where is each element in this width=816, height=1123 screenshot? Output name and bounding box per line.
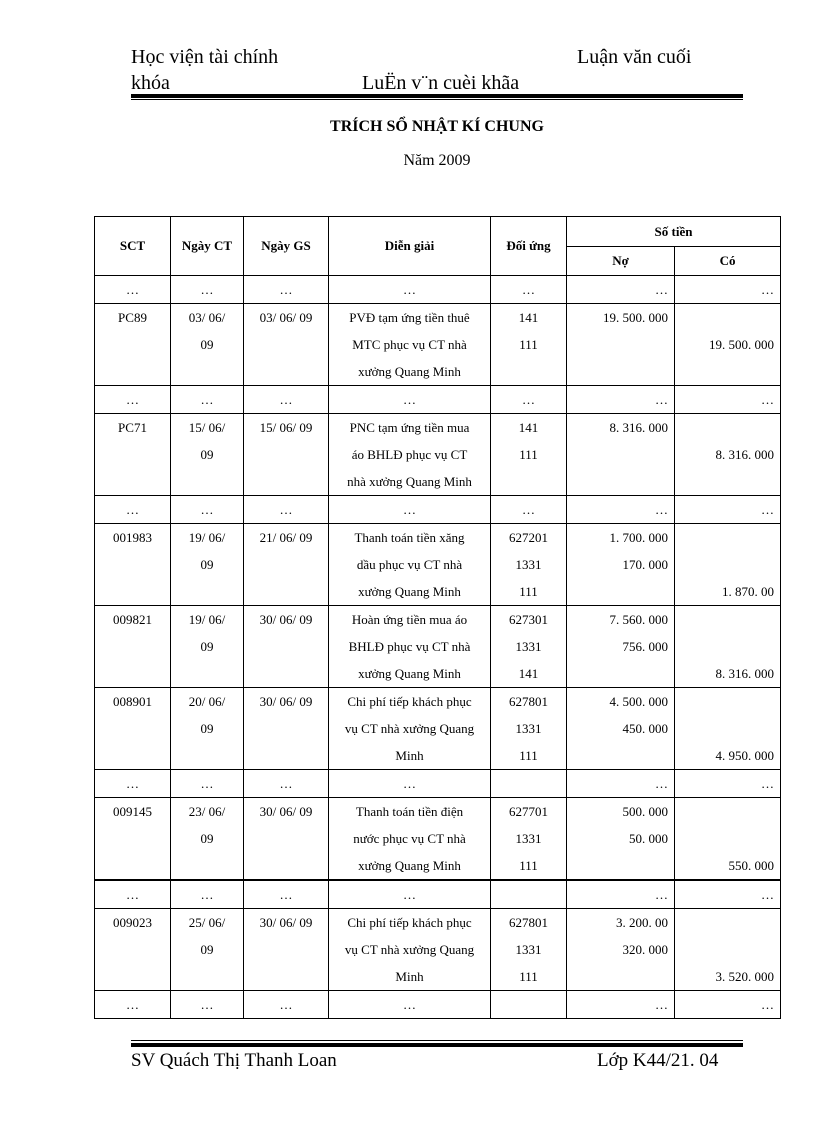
cell-ngay-ct [171, 524, 244, 606]
cell-doi-ung [491, 414, 567, 496]
cell-no [567, 798, 675, 881]
cell-line [497, 358, 560, 385]
cell-line: PC89 [118, 310, 147, 325]
cell-dien-giai [329, 606, 491, 688]
cell-co: … [675, 770, 781, 798]
cell-co [675, 909, 781, 991]
cell-co: … [675, 386, 781, 414]
cell-line: 111 [519, 969, 538, 984]
cell-line: MTC phục vụ CT nhà [352, 337, 467, 352]
cell-line: vụ CT nhà xưởng Quang [344, 721, 475, 736]
table-row [95, 798, 781, 881]
cell-line: 627701 [509, 804, 548, 819]
cell-dien-giai: … [329, 276, 491, 304]
cell-co [675, 798, 781, 881]
cell-line: Chi phí tiếp khách phục [347, 694, 472, 709]
table-row-ellipsis [95, 496, 781, 524]
cell-co: … [675, 880, 781, 909]
cell-no: … [567, 496, 675, 524]
cell-no [567, 304, 675, 386]
cell-line [573, 963, 668, 990]
cell-dien-giai [329, 798, 491, 881]
cell-ngay-ct: … [171, 496, 244, 524]
col-header-so-tien: Số tiền [567, 217, 781, 247]
cell-no [567, 688, 675, 770]
cell-line [573, 742, 668, 769]
cell-line: PC71 [118, 420, 147, 435]
cell-ngay-gs: … [244, 276, 329, 304]
cell-line: xưởng Quang Minh [358, 858, 461, 873]
cell-line: 20/ 06/ [188, 694, 226, 709]
cell-line: Chi phí tiếp khách phục [347, 915, 472, 930]
cell-co: … [675, 991, 781, 1019]
document-title: TRÍCH SỔ NHẬT KÍ CHUNG [330, 118, 544, 135]
cell-line: 141 [518, 666, 539, 681]
cell-dien-giai [329, 414, 491, 496]
cell-dien-giai [329, 909, 491, 991]
header-rule-thick [131, 94, 743, 98]
header-thesis-garbled: LuËn v¨n cuèi khãa [362, 72, 520, 94]
cell-sct [95, 909, 171, 991]
cell-ngay-ct [171, 909, 244, 991]
col-header-co: Có [675, 247, 781, 276]
cell-no [567, 524, 675, 606]
cell-line: Minh [395, 748, 424, 763]
cell-doi-ung [491, 798, 567, 881]
cell-line: 1331 [515, 831, 542, 846]
col-header-ngay-gs: Ngày GS [244, 217, 329, 276]
cell-sct [95, 688, 171, 770]
table-row [95, 909, 781, 991]
col-header-no: Nợ [567, 247, 675, 276]
cell-line [681, 606, 774, 633]
cell-line [681, 304, 774, 331]
cell-line: 627301 [509, 612, 548, 627]
cell-line: 15/ 06/ [188, 420, 226, 435]
cell-ngay-ct: … [171, 276, 244, 304]
cell-line: 09 [200, 337, 214, 352]
cell-line [573, 358, 668, 385]
journal-table-header [95, 217, 781, 276]
cell-line [681, 468, 774, 495]
cell-dien-giai [329, 524, 491, 606]
cell-line: Thanh toán tiền điện [355, 804, 464, 819]
cell-line: 3. 520. 000 [715, 969, 775, 984]
cell-line: 30/ 06/ 09 [259, 694, 313, 709]
cell-line [681, 715, 774, 742]
cell-line: 756. 000 [622, 639, 668, 654]
cell-doi-ung [491, 991, 567, 1019]
cell-sct: … [95, 770, 171, 798]
table-row [95, 304, 781, 386]
cell-dien-giai [329, 304, 491, 386]
cell-no: … [567, 991, 675, 1019]
cell-line: 008901 [113, 694, 152, 709]
cell-ngay-ct [171, 414, 244, 496]
table-row-ellipsis [95, 276, 781, 304]
cell-line: Minh [395, 969, 424, 984]
cell-line: 19/ 06/ [188, 612, 226, 627]
cell-line: 111 [519, 748, 538, 763]
col-header-doi-ung: Đối ứng [491, 217, 567, 276]
header-institution: Học viện tài chính [131, 46, 279, 68]
cell-line: 09 [200, 831, 214, 846]
cell-line: 8. 316. 000 [715, 666, 775, 681]
cell-ngay-gs [244, 909, 329, 991]
cell-ngay-ct [171, 606, 244, 688]
cell-doi-ung [491, 880, 567, 909]
cell-line: BHLĐ phục vụ CT nhà [348, 639, 471, 654]
table-row [95, 688, 781, 770]
cell-sct: … [95, 276, 171, 304]
cell-line: 50. 000 [629, 831, 668, 846]
cell-line: áo BHLĐ phục vụ CT [351, 447, 468, 462]
cell-ngay-ct [171, 304, 244, 386]
cell-line: 550. 000 [728, 858, 775, 873]
cell-line: 30/ 06/ 09 [259, 612, 313, 627]
col-header-sct: SCT [95, 217, 171, 276]
cell-line: 23/ 06/ [188, 804, 226, 819]
cell-line: 009145 [113, 804, 152, 819]
cell-ngay-ct: … [171, 770, 244, 798]
cell-sct [95, 798, 171, 881]
cell-dien-giai: … [329, 991, 491, 1019]
table-row-ellipsis [95, 880, 781, 909]
cell-line: 111 [519, 337, 538, 352]
cell-co [675, 304, 781, 386]
cell-line: 1. 870. 00 [722, 584, 775, 599]
cell-line: vụ CT nhà xưởng Quang [344, 942, 475, 957]
cell-ngay-gs: … [244, 386, 329, 414]
table-row [95, 414, 781, 496]
cell-ngay-gs [244, 606, 329, 688]
cell-line [681, 936, 774, 963]
cell-ngay-gs: … [244, 770, 329, 798]
cell-line: 627201 [509, 530, 548, 545]
cell-line: 1331 [515, 557, 542, 572]
cell-no [567, 606, 675, 688]
cell-line: 19. 500. 000 [709, 337, 775, 352]
cell-doi-ung [491, 770, 567, 798]
cell-sct [95, 414, 171, 496]
cell-ngay-gs [244, 304, 329, 386]
cell-line: 627801 [509, 694, 548, 709]
cell-co: … [675, 276, 781, 304]
table-row [95, 606, 781, 688]
cell-line: 30/ 06/ 09 [259, 804, 313, 819]
cell-doi-ung [491, 606, 567, 688]
cell-line: 627801 [509, 915, 548, 930]
col-header-ngay-ct: Ngày CT [171, 217, 244, 276]
cell-line: 09 [200, 557, 214, 572]
cell-doi-ung [491, 909, 567, 991]
cell-dien-giai: … [329, 880, 491, 909]
table-row-ellipsis [95, 991, 781, 1019]
cell-line: 141 [518, 310, 539, 325]
cell-sct: … [95, 386, 171, 414]
cell-line: xưởng Quang Minh [358, 364, 461, 379]
header-left [131, 44, 278, 96]
journal-table [94, 216, 781, 1019]
cell-doi-ung [491, 524, 567, 606]
cell-line: 4. 950. 000 [715, 748, 775, 763]
cell-line: 15/ 06/ 09 [259, 420, 313, 435]
cell-line [681, 825, 774, 852]
cell-line [681, 909, 774, 936]
cell-line: PNC tạm ứng tiền mua [349, 420, 470, 435]
cell-line: 1331 [515, 639, 542, 654]
cell-ngay-gs [244, 688, 329, 770]
cell-ngay-ct: … [171, 386, 244, 414]
cell-line [681, 798, 774, 825]
cell-line: nhà xưởng Quang Minh [347, 474, 472, 489]
cell-no: … [567, 386, 675, 414]
cell-line: 09 [200, 639, 214, 654]
cell-line: 09 [200, 942, 214, 957]
cell-line: 03/ 06/ [188, 310, 226, 325]
cell-line: 30/ 06/ 09 [259, 915, 313, 930]
cell-dien-giai: … [329, 386, 491, 414]
cell-ngay-ct: … [171, 991, 244, 1019]
table-row [95, 524, 781, 606]
cell-line: 111 [519, 858, 538, 873]
cell-co: … [675, 496, 781, 524]
cell-line: 25/ 06/ [188, 915, 226, 930]
cell-line: 111 [519, 447, 538, 462]
cell-no [567, 414, 675, 496]
cell-line [573, 578, 668, 605]
cell-line [681, 688, 774, 715]
cell-co [675, 414, 781, 496]
header-khoa: khóa [131, 72, 170, 94]
journal-table-body [95, 276, 781, 1019]
cell-line: xưởng Quang Minh [358, 584, 461, 599]
cell-line: 19/ 06/ [188, 530, 226, 545]
cell-dien-giai: … [329, 496, 491, 524]
cell-doi-ung: … [491, 496, 567, 524]
cell-sct [95, 304, 171, 386]
cell-line: 1. 700. 000 [609, 530, 668, 545]
cell-ngay-gs [244, 798, 329, 881]
col-header-dien-giai: Diễn giải [329, 217, 491, 276]
footer-student: SV Quách Thị Thanh Loan [131, 1050, 337, 1071]
cell-line: 09 [200, 447, 214, 462]
cell-line: 170. 000 [622, 557, 668, 572]
cell-line: 111 [519, 584, 538, 599]
cell-no [567, 909, 675, 991]
cell-line: 8. 316. 000 [715, 447, 775, 462]
cell-line [681, 358, 774, 385]
cell-sct [95, 606, 171, 688]
cell-ngay-ct [171, 798, 244, 881]
cell-line: nước phục vụ CT nhà [353, 831, 466, 846]
cell-line [681, 551, 774, 578]
cell-line: 1331 [515, 942, 542, 957]
document-year: Năm 2009 [403, 152, 471, 169]
cell-line: 009821 [113, 612, 152, 627]
cell-line [573, 852, 668, 879]
table-row-ellipsis [95, 770, 781, 798]
footer-class: Lớp K44/21. 04 [597, 1050, 719, 1071]
cell-line: 19. 500. 000 [603, 310, 668, 325]
cell-line [573, 331, 668, 358]
cell-line [681, 633, 774, 660]
header-thesis: Luận văn cuối [577, 46, 692, 68]
cell-co [675, 688, 781, 770]
cell-co [675, 524, 781, 606]
cell-line: 1331 [515, 721, 542, 736]
cell-line: 001983 [113, 530, 152, 545]
cell-line: 3. 200. 00 [616, 915, 668, 930]
cell-line: 21/ 06/ 09 [259, 530, 313, 545]
cell-line: Hoàn ứng tiền mua áo [351, 612, 468, 627]
cell-line [681, 414, 774, 441]
cell-ngay-gs: … [244, 496, 329, 524]
cell-ngay-gs: … [244, 991, 329, 1019]
cell-doi-ung [491, 304, 567, 386]
cell-doi-ung: … [491, 386, 567, 414]
cell-ngay-ct: … [171, 880, 244, 909]
cell-sct [95, 524, 171, 606]
cell-line: 009023 [113, 915, 152, 930]
footer-rule-thick [131, 1043, 743, 1047]
cell-line [497, 468, 560, 495]
cell-line [573, 660, 668, 687]
cell-line: 7. 560. 000 [609, 612, 668, 627]
cell-sct: … [95, 496, 171, 524]
cell-line: 141 [518, 420, 539, 435]
cell-line: 450. 000 [622, 721, 668, 736]
table-row-ellipsis [95, 386, 781, 414]
cell-line [681, 524, 774, 551]
cell-sct: … [95, 991, 171, 1019]
cell-line: 500. 000 [622, 804, 668, 819]
cell-sct: … [95, 880, 171, 909]
header-rule-thin [131, 99, 743, 100]
cell-line: Thanh toán tiền xăng [354, 530, 465, 545]
cell-line: 4. 500. 000 [609, 694, 668, 709]
cell-line: PVĐ tạm ứng tiền thuê [349, 310, 470, 325]
cell-co [675, 606, 781, 688]
cell-doi-ung: … [491, 276, 567, 304]
cell-line: 8. 316. 000 [609, 420, 668, 435]
cell-doi-ung [491, 688, 567, 770]
cell-ngay-gs: … [244, 880, 329, 909]
footer-rule-thin [131, 1040, 743, 1041]
cell-line [573, 441, 668, 468]
cell-line: xưởng Quang Minh [358, 666, 461, 681]
cell-ngay-gs [244, 524, 329, 606]
cell-line [573, 468, 668, 495]
cell-dien-giai: … [329, 770, 491, 798]
cell-no: … [567, 880, 675, 909]
cell-line: 09 [200, 721, 214, 736]
cell-line: dầu phục vụ CT nhà [356, 557, 463, 572]
cell-ngay-gs [244, 414, 329, 496]
cell-ngay-ct [171, 688, 244, 770]
cell-dien-giai [329, 688, 491, 770]
cell-line: 320. 000 [622, 942, 668, 957]
cell-no: … [567, 276, 675, 304]
cell-no: … [567, 770, 675, 798]
cell-line: 03/ 06/ 09 [259, 310, 313, 325]
